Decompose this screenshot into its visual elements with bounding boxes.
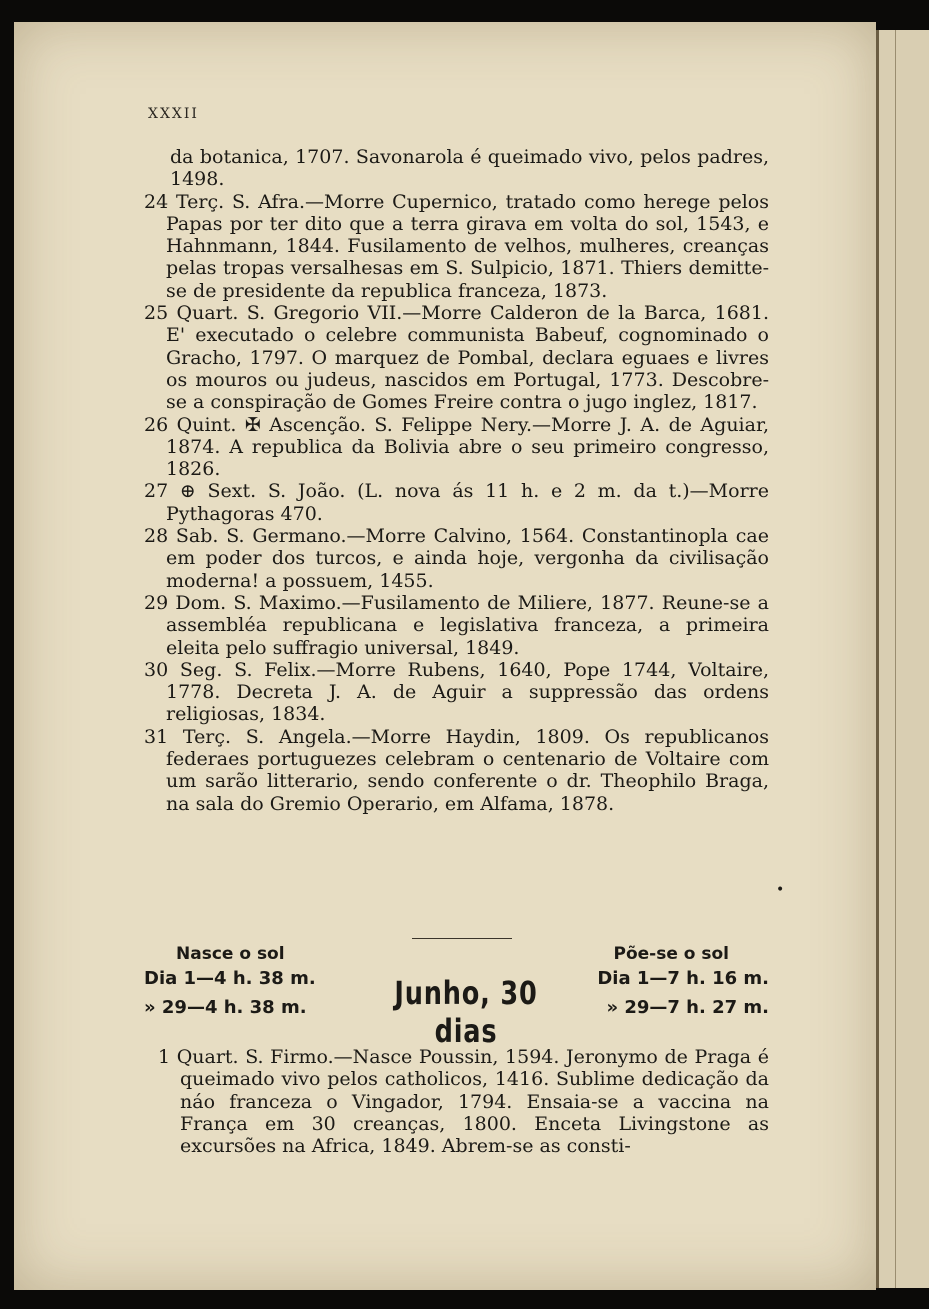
- sunset-label: Põe-se o sol: [613, 944, 729, 964]
- sun-table: [144, 944, 769, 1050]
- sunrise-label: Nasce o sol: [176, 944, 285, 964]
- entry-25: 25 Quart. S. Gregorio VII.—Morre Calderon de la Barca, 1681. E' executado o celebre communista Babeuf, cognominado o Gracho, 1797. O marquez de Pombal, declara eguaes e livres os mouros ou judeus, nascidos em Portugal, 1773. Descobre-se a conspiração de Gomes Freire contra o jugo inglez, 1817.: [144, 302, 769, 414]
- facing-page-edge: [876, 30, 929, 1288]
- entry-30: 30 Seg. S. Felix.—Morre Rubens, 1640, Pope 1744, Voltaire, 1778. Decreta J. A. de Aguir a suppressão das ordens religiosas, 1834.: [144, 658, 769, 726]
- sunrise-day29: » 29—4 h. 38 m.: [144, 997, 307, 1018]
- entry-26: 26 Quint. ✠ Ascenção. S. Felippe Nery.—Morre J. A. de Aguiar, 1874. A republica da Bolivia abre o seu primeiro congresso, 1826.: [144, 413, 769, 481]
- entry-june-1: 1 Quart. S. Firmo.—Nasce Poussin, 1594. Jeronymo de Praga é queimado vivo pelos catholicos, 1416. Sublime dedicação da náo franceza o Vingador, 1794. Ensaia-se a vaccina na França em 30 creanças, 1800. Enceta Livingstone as excursões na Africa, 1849. Abrem-se as consti-: [158, 1046, 769, 1158]
- entry-31: 31 Terç. S. Angela.—Morre Haydin, 1809. Os republicanos federaes portuguezes celebram o centenario de Voltaire com um sarão litterario, sendo conferente o dr. Theophilo Braga, na sala do Gremio Operario, em Alfama, 1878.: [144, 725, 769, 815]
- june-entries: [158, 1046, 769, 1157]
- entry-29: 29 Dom. S. Maximo.—Fusilamento de Miliere, 1877. Reune-se a assembléa republicana e legislativa franceza, a primeira eleita pelo suffragio universal, 1849.: [144, 591, 769, 659]
- sunset-day1: Dia 1—7 h. 16 m.: [597, 968, 769, 989]
- entry-27: 27 ⊕ Sext. S. João. (L. nova ás 11 h. e 2 m. da t.)—Morre Pythagoras 470.: [144, 480, 769, 525]
- month-title: Junho, 30 dias: [394, 974, 538, 1050]
- entry-23-continuation: da botanica, 1707. Savonarola é queimado vivo, pelos padres, 1498.: [170, 146, 769, 191]
- entry-28: 28 Sab. S. Germano.—Morre Calvino, 1564. Constantinopla cae em poder dos turcos, e ainda hoje, vergonha da civilisação moderna! a possuem, 1455.: [144, 525, 769, 592]
- may-entries: [144, 146, 769, 815]
- sunset-day29: » 29—7 h. 27 m.: [606, 997, 769, 1018]
- section-divider: [412, 938, 512, 939]
- end-mark: •: [776, 882, 785, 898]
- sunset-block: [569, 944, 769, 1022]
- page-number: XXXII: [148, 106, 199, 122]
- sunrise-day1: Dia 1—4 h. 38 m.: [144, 968, 316, 989]
- entry-24: 24 Terç. S. Afra.—Morre Cupernico, tratado como herege pelos Papas por ter dito que a terra girava em volta do sol, 1543, e Hahnmann, 1844. Fusilamento de velhos, mulheres, creanças pelas tropas versalhesas em S. Sulpicio, 1871. Thiers demitte-se de presidente da republica franceza, 1873.: [144, 190, 769, 302]
- sunrise-block: [144, 944, 344, 1022]
